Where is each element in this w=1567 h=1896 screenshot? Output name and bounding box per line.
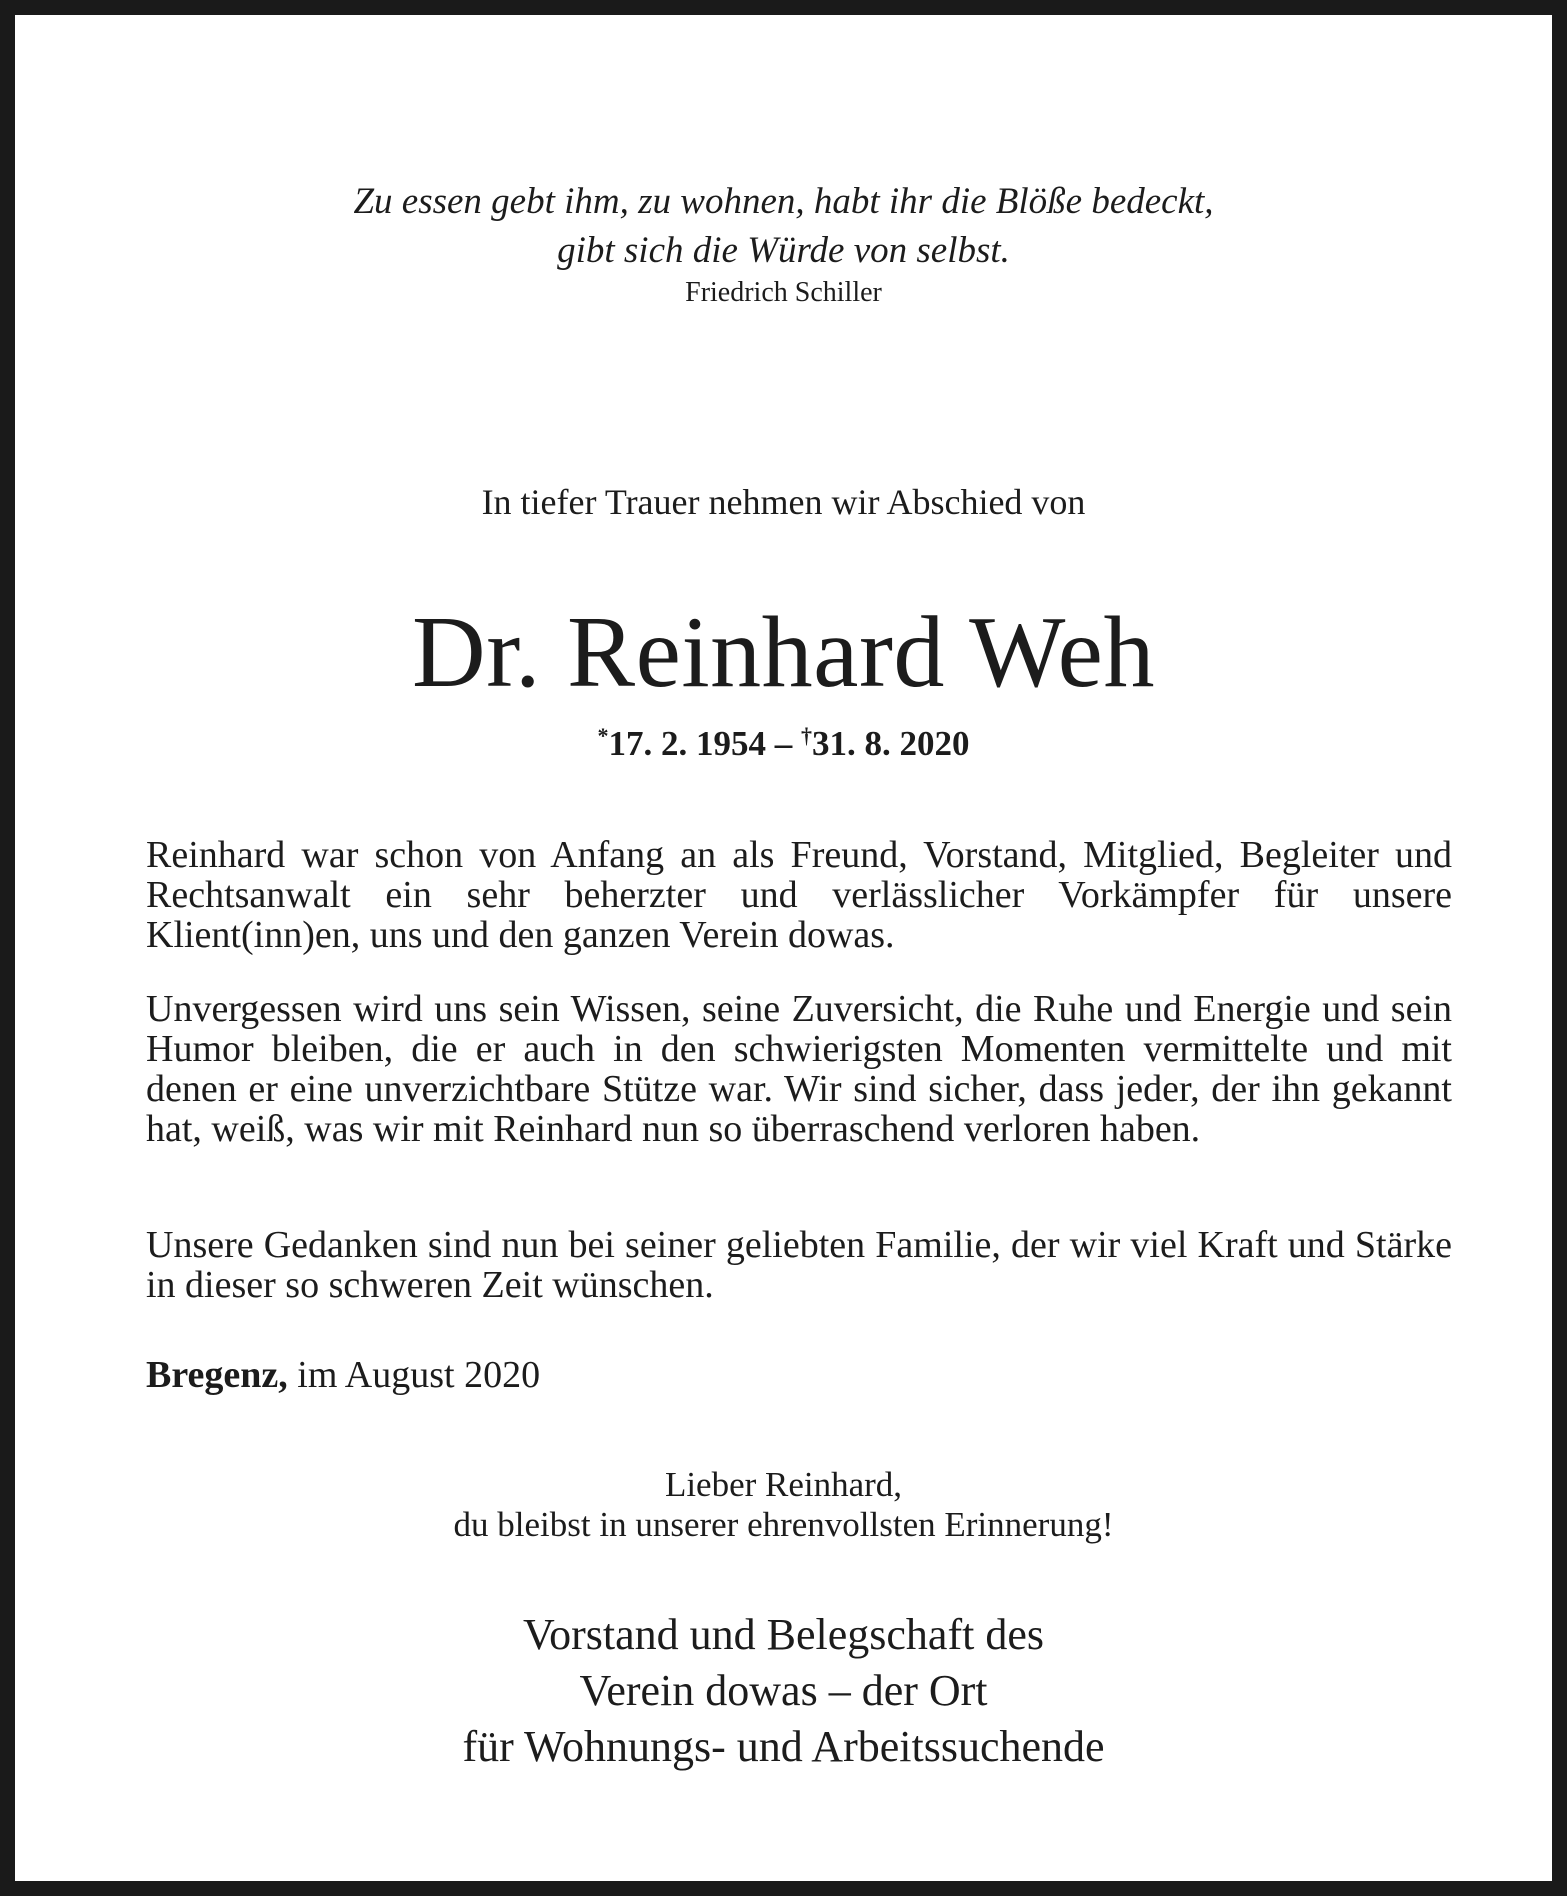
paragraph-3: Unsere Gedanken sind nun bei seiner geliebten Familie, der wir viel Kraft und Stärke in dieser so schweren Zeit wünschen. — [146, 1224, 1452, 1306]
motto-quote — [15, 177, 1552, 275]
place-and-date — [146, 1355, 1452, 1395]
sender-line-1: Vorstand und Belegschaft des — [523, 1610, 1044, 1659]
death-date: 31. 8. 2020 — [812, 724, 970, 763]
death-symbol: † — [801, 723, 812, 748]
intro-text: In tiefer Trauer nehmen wir Abschied von — [481, 482, 1086, 522]
life-dates — [15, 723, 1552, 764]
farewell-line-1: Lieber Reinhard, — [664, 1465, 903, 1504]
birth-date: 17. 2. 1954 — [608, 724, 766, 763]
birth-symbol: * — [597, 723, 609, 748]
sender-line-3: für Wohnungs- und Arbeitssuchende — [462, 1722, 1105, 1771]
place-city: Bregenz, — [146, 1354, 288, 1396]
place-date: im August 2020 — [287, 1354, 541, 1396]
farewell-line-2: du bleibst in unserer ehrenvollsten Erinnerung! — [453, 1505, 1114, 1544]
motto-line-2: gibt sich die Würde von selbst. — [557, 230, 1010, 271]
motto-line-1: Zu essen gebt ihm, zu wohnen, habt ihr die Blöße bedeckt, — [353, 181, 1214, 222]
motto-author: Friedrich Schiller — [685, 277, 882, 308]
date-separator: – — [766, 724, 801, 763]
sender-line-2: Verein dowas – der Ort — [579, 1666, 988, 1715]
farewell-message — [15, 1465, 1552, 1545]
paragraph-1: Reinhard war schon von Anfang an als Freund, Vorstand, Mitglied, Begleiter und Rechtsanwalt ein sehr beherzter und verlässlicher Vorkämpfer für unsere Klient(inn)en, uns und den ganzen Verein dowas. — [146, 834, 1452, 956]
paragraph-2: Unvergessen wird uns sein Wissen, seine Zuversicht, die Ruhe und Energie und sein Humor bleiben, die er auch in den schwierigsten Momenten vermittelte und mit denen er eine unverzichtbare Stütze war. Wir sind sicher, dass jeder, der ihn gekannt hat, weiß, was wir mit Reinhard nun so überraschend verloren haben. — [146, 988, 1452, 1150]
deceased-name: Dr. Reinhard Weh — [412, 596, 1155, 709]
sender-signature — [15, 1607, 1552, 1775]
